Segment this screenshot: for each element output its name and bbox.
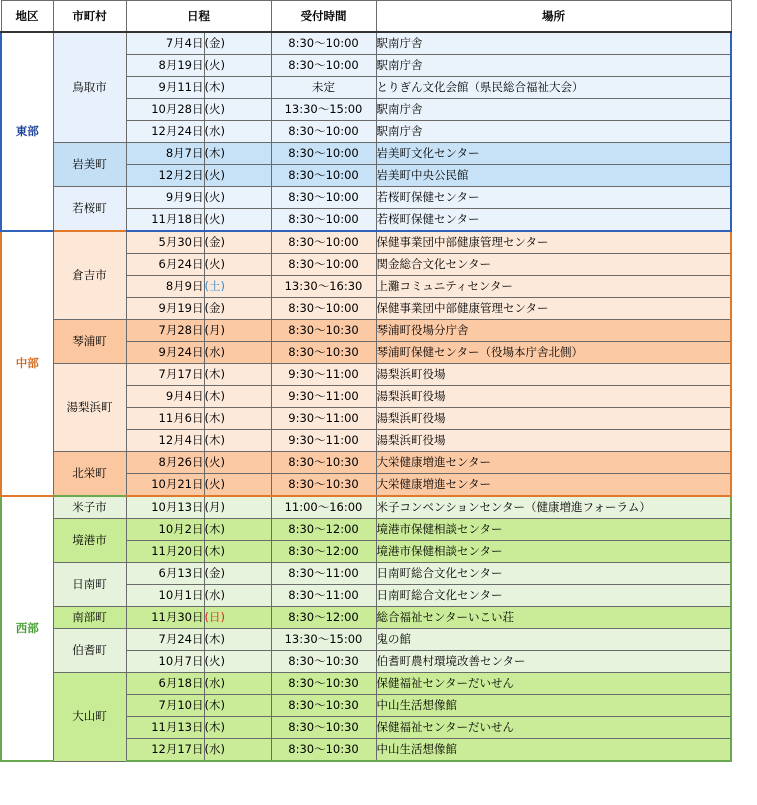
reception-time-cell: 8:30～10:00 xyxy=(271,209,376,232)
date-cell: 10月28日 xyxy=(126,99,204,121)
location-cell: 保健福祉センターだいせん xyxy=(376,717,731,739)
day-of-week-cell: (金) xyxy=(204,298,271,320)
municipality-cell: 米子市 xyxy=(53,496,126,519)
day-of-week-cell: (火) xyxy=(204,99,271,121)
date-cell: 7月24日 xyxy=(126,629,204,651)
location-cell: 湯梨浜町役場 xyxy=(376,386,731,408)
table-row xyxy=(1,496,731,519)
date-cell: 10月21日 xyxy=(126,474,204,497)
location-cell: 若桜町保健センター xyxy=(376,209,731,232)
location-cell: 上灘コミュニティセンター xyxy=(376,276,731,298)
header-reception-time: 受付時間 xyxy=(271,1,376,33)
date-cell: 11月13日 xyxy=(126,717,204,739)
municipality-cell: 日南町 xyxy=(53,563,126,607)
day-of-week-cell: (火) xyxy=(204,651,271,673)
location-cell: とりぎん文化会館（県民総合福祉大会） xyxy=(376,77,731,99)
location-cell: 琴浦町保健センター（役場本庁舎北側） xyxy=(376,342,731,364)
date-cell: 10月2日 xyxy=(126,519,204,541)
reception-time-cell: 13:30～15:00 xyxy=(271,629,376,651)
date-cell: 10月13日 xyxy=(126,496,204,519)
reception-time-cell: 8:30～10:00 xyxy=(271,231,376,254)
day-of-week-cell: (木) xyxy=(204,629,271,651)
municipality-cell: 倉吉市 xyxy=(53,231,126,320)
table-row xyxy=(1,519,731,541)
day-of-week-cell: (水) xyxy=(204,342,271,364)
reception-time-cell: 8:30～11:00 xyxy=(271,563,376,585)
day-of-week-cell: (火) xyxy=(204,165,271,187)
location-cell: 大栄健康増進センター xyxy=(376,474,731,497)
date-cell: 8月9日 xyxy=(126,276,204,298)
date-cell: 11月30日 xyxy=(126,607,204,629)
location-cell: 境港市保健相談センター xyxy=(376,519,731,541)
day-of-week-cell: (木) xyxy=(204,408,271,430)
region-cell: 東部 xyxy=(1,32,53,231)
reception-time-cell: 8:30～10:30 xyxy=(271,320,376,342)
reception-time-cell: 8:30～10:30 xyxy=(271,695,376,717)
day-of-week-cell: (月) xyxy=(204,320,271,342)
location-cell: 保健事業団中部健康管理センター xyxy=(376,298,731,320)
date-cell: 8月19日 xyxy=(126,55,204,77)
reception-time-cell: 11:00～16:00 xyxy=(271,496,376,519)
day-of-week-cell: (木) xyxy=(204,717,271,739)
location-cell: 琴浦町役場分庁舎 xyxy=(376,320,731,342)
reception-time-cell: 8:30～10:00 xyxy=(271,165,376,187)
date-cell: 6月13日 xyxy=(126,563,204,585)
day-of-week-cell: (金) xyxy=(204,231,271,254)
date-cell: 6月24日 xyxy=(126,254,204,276)
reception-time-cell: 8:30～12:00 xyxy=(271,519,376,541)
date-cell: 7月28日 xyxy=(126,320,204,342)
day-of-week-cell: (木) xyxy=(204,386,271,408)
location-cell: 岩美町文化センター xyxy=(376,143,731,165)
day-of-week-cell: (火) xyxy=(204,187,271,209)
reception-time-cell: 8:30～10:00 xyxy=(271,187,376,209)
reception-time-cell: 8:30～10:30 xyxy=(271,673,376,695)
date-cell: 9月4日 xyxy=(126,386,204,408)
date-cell: 7月17日 xyxy=(126,364,204,386)
municipality-cell: 北栄町 xyxy=(53,452,126,497)
reception-time-cell: 8:30～10:00 xyxy=(271,32,376,55)
location-cell: 駅南庁舎 xyxy=(376,32,731,55)
reception-time-cell: 8:30～10:00 xyxy=(271,298,376,320)
day-of-week-cell: (水) xyxy=(204,585,271,607)
municipality-cell: 湯梨浜町 xyxy=(53,364,126,452)
date-cell: 8月7日 xyxy=(126,143,204,165)
day-of-week-cell: (水) xyxy=(204,121,271,143)
day-of-week-cell: (水) xyxy=(204,673,271,695)
header-region: 地区 xyxy=(1,1,53,33)
reception-time-cell: 8:30～10:30 xyxy=(271,474,376,497)
reception-time-cell: 13:30～16:30 xyxy=(271,276,376,298)
date-cell: 10月1日 xyxy=(126,585,204,607)
date-cell: 5月30日 xyxy=(126,231,204,254)
table-row xyxy=(1,563,731,585)
region-cell: 西部 xyxy=(1,496,53,761)
location-cell: 中山生活想像館 xyxy=(376,739,731,762)
location-cell: 湯梨浜町役場 xyxy=(376,430,731,452)
location-cell: 保健福祉センターだいせん xyxy=(376,673,731,695)
table-row xyxy=(1,231,731,254)
day-of-week-cell: (木) xyxy=(204,541,271,563)
reception-time-cell: 8:30～12:00 xyxy=(271,541,376,563)
header-municipality: 市町村 xyxy=(53,1,126,33)
municipality-cell: 鳥取市 xyxy=(53,32,126,143)
day-of-week-cell: (金) xyxy=(204,32,271,55)
day-of-week-cell: (土) xyxy=(204,276,271,298)
location-cell: 中山生活想像館 xyxy=(376,695,731,717)
day-of-week-cell: (水) xyxy=(204,739,271,762)
location-cell: 関金総合文化センター xyxy=(376,254,731,276)
day-of-week-cell: (月) xyxy=(204,496,271,519)
location-cell: 駅南庁舎 xyxy=(376,55,731,77)
table-row xyxy=(1,364,731,386)
table-row xyxy=(1,187,731,209)
reception-time-cell: 8:30～10:00 xyxy=(271,55,376,77)
municipality-cell: 岩美町 xyxy=(53,143,126,187)
table-row xyxy=(1,143,731,165)
day-of-week-cell: (火) xyxy=(204,254,271,276)
date-cell: 9月24日 xyxy=(126,342,204,364)
reception-time-cell: 8:30～10:00 xyxy=(271,143,376,165)
date-cell: 12月4日 xyxy=(126,430,204,452)
date-cell: 11月20日 xyxy=(126,541,204,563)
day-of-week-cell: (火) xyxy=(204,474,271,497)
day-of-week-cell: (木) xyxy=(204,364,271,386)
reception-time-cell: 8:30～12:00 xyxy=(271,607,376,629)
table-row xyxy=(1,673,731,695)
date-cell: 9月11日 xyxy=(126,77,204,99)
location-cell: 日南町総合文化センター xyxy=(376,585,731,607)
reception-time-cell: 8:30～10:30 xyxy=(271,651,376,673)
reception-time-cell: 未定 xyxy=(271,77,376,99)
header-location: 場所 xyxy=(376,1,731,33)
reception-time-cell: 8:30～10:30 xyxy=(271,342,376,364)
table-row xyxy=(1,320,731,342)
day-of-week-cell: (金) xyxy=(204,563,271,585)
location-cell: 総合福祉センターいこい荘 xyxy=(376,607,731,629)
table-row xyxy=(1,32,731,55)
municipality-cell: 若桜町 xyxy=(53,187,126,232)
date-cell: 7月10日 xyxy=(126,695,204,717)
date-cell: 11月18日 xyxy=(126,209,204,232)
reception-time-cell: 13:30～15:00 xyxy=(271,99,376,121)
reception-time-cell: 9:30～11:00 xyxy=(271,408,376,430)
reception-time-cell: 8:30～10:00 xyxy=(271,121,376,143)
location-cell: 伯耆町農村環境改善センター xyxy=(376,651,731,673)
location-cell: 駅南庁舎 xyxy=(376,99,731,121)
region-cell: 中部 xyxy=(1,231,53,496)
location-cell: 米子コンベンションセンター（健康増進フォーラム） xyxy=(376,496,731,519)
location-cell: 大栄健康増進センター xyxy=(376,452,731,474)
date-cell: 12月17日 xyxy=(126,739,204,762)
day-of-week-cell: (木) xyxy=(204,519,271,541)
date-cell: 11月6日 xyxy=(126,408,204,430)
reception-time-cell: 8:30～10:00 xyxy=(271,254,376,276)
date-cell: 12月2日 xyxy=(126,165,204,187)
municipality-cell: 伯耆町 xyxy=(53,629,126,673)
header-row xyxy=(1,1,731,33)
header-date: 日程 xyxy=(126,1,271,33)
reception-time-cell: 8:30～10:30 xyxy=(271,739,376,762)
reception-time-cell: 9:30～11:00 xyxy=(271,430,376,452)
date-cell: 8月26日 xyxy=(126,452,204,474)
location-cell: 岩美町中央公民館 xyxy=(376,165,731,187)
date-cell: 9月9日 xyxy=(126,187,204,209)
location-cell: 鬼の館 xyxy=(376,629,731,651)
day-of-week-cell: (木) xyxy=(204,430,271,452)
municipality-cell: 大山町 xyxy=(53,673,126,762)
reception-time-cell: 9:30～11:00 xyxy=(271,364,376,386)
day-of-week-cell: (木) xyxy=(204,143,271,165)
date-cell: 7月4日 xyxy=(126,32,204,55)
reception-time-cell: 8:30～10:30 xyxy=(271,717,376,739)
location-cell: 駅南庁舎 xyxy=(376,121,731,143)
day-of-week-cell: (火) xyxy=(204,452,271,474)
date-cell: 10月7日 xyxy=(126,651,204,673)
location-cell: 若桜町保健センター xyxy=(376,187,731,209)
reception-time-cell: 8:30～10:30 xyxy=(271,452,376,474)
day-of-week-cell: (火) xyxy=(204,209,271,232)
reception-time-cell: 8:30～11:00 xyxy=(271,585,376,607)
table-row xyxy=(1,629,731,651)
municipality-cell: 南部町 xyxy=(53,607,126,629)
location-cell: 湯梨浜町役場 xyxy=(376,408,731,430)
table-row xyxy=(1,452,731,474)
day-of-week-cell: (木) xyxy=(204,77,271,99)
date-cell: 6月18日 xyxy=(126,673,204,695)
date-cell: 12月24日 xyxy=(126,121,204,143)
date-cell: 9月19日 xyxy=(126,298,204,320)
municipality-cell: 琴浦町 xyxy=(53,320,126,364)
location-cell: 日南町総合文化センター xyxy=(376,563,731,585)
day-of-week-cell: (木) xyxy=(204,695,271,717)
day-of-week-cell: (日) xyxy=(204,607,271,629)
location-cell: 境港市保健相談センター xyxy=(376,541,731,563)
table-row xyxy=(1,607,731,629)
reception-time-cell: 9:30～11:00 xyxy=(271,386,376,408)
location-cell: 保健事業団中部健康管理センター xyxy=(376,231,731,254)
schedule-body xyxy=(1,32,731,761)
day-of-week-cell: (火) xyxy=(204,55,271,77)
location-cell: 湯梨浜町役場 xyxy=(376,364,731,386)
municipality-cell: 境港市 xyxy=(53,519,126,563)
